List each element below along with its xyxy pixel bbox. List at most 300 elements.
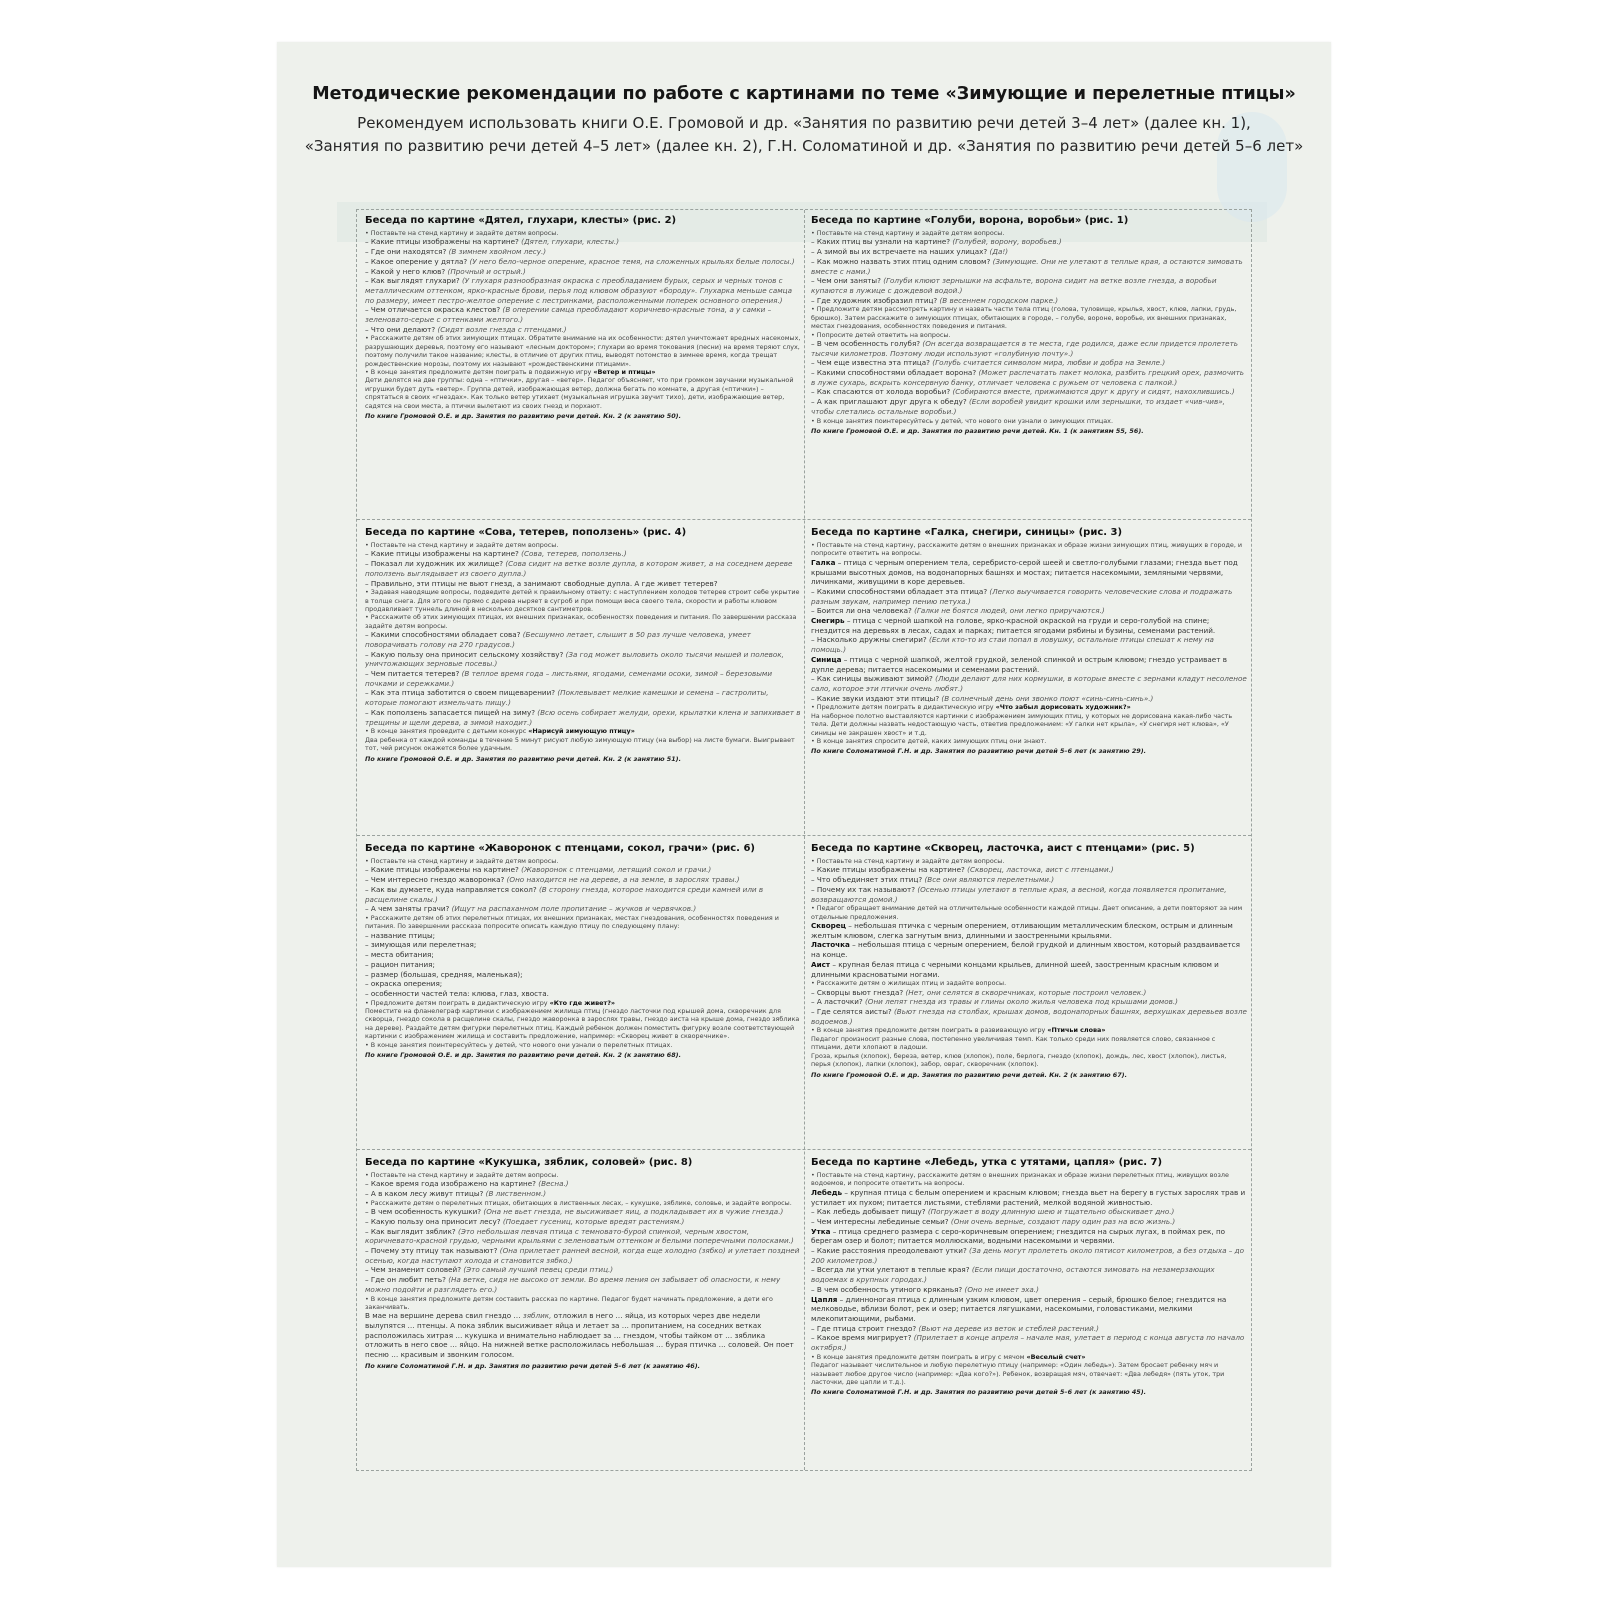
lesson-body bbox=[365, 541, 802, 753]
lesson-body bbox=[365, 857, 802, 1049]
lesson-title: Беседа по картине «Сова, тетерев, поползень» (рис. 4) bbox=[365, 527, 687, 538]
line-text: – размер (большая, средняя, маленькая); bbox=[365, 969, 523, 979]
line-bold-text: Цапля bbox=[811, 1294, 838, 1304]
line-bold-text: Ласточка bbox=[811, 940, 850, 950]
line-answer-text: (Она прилетает ранней весной, когда еще холодно (зябко) и улетает поздней осенью, когда наступают холода и становится зябко.) bbox=[365, 1246, 800, 1265]
lesson-source: По книге Громовой О.Е. и др. Занятия по развитию речи детей. Кн. 2 (к занятию 51). bbox=[365, 754, 682, 763]
line-answer-text: (Если пищи достаточно, остаются зимовать на незамерзающих водоемах в крупных городах.) bbox=[811, 1265, 1215, 1285]
line-bold-text: «Кто где живет?» bbox=[549, 998, 616, 1007]
line-answer-text: (Прилетает в конце апреля – начале мая, улетает в период с конца августа по начало октября.) bbox=[811, 1333, 1245, 1353]
line-answer-text: (За день могут пролететь около пятисот километров, а без отдыха – до 200 километров.) bbox=[811, 1246, 1245, 1265]
lesson-line bbox=[811, 358, 1248, 368]
line-text: Педагог называет числительное и любую перелетную птицу (например: «Один лебедь»). Затем бросает ребенку мяч и называет любое другое число (например: «Два кого?»). Ребенок, возвращая мяч, отвечает: «Два лебедя» (пять уток, три ласточки, две цапли и т.д.). bbox=[811, 1361, 1225, 1386]
lesson-line bbox=[811, 616, 1248, 635]
line-text: Педагог произносит разные слова, постепенно увеличивая темп. Как только среди них появляется слово, связанное с птицами, дети хлопают в ладоши. bbox=[811, 1034, 1216, 1052]
line-answer-text: (Если кто-то из стаи попал в ловушку, остальные птицы спешат к нему на помощь.) bbox=[811, 635, 1214, 655]
line-text: – название птицы; bbox=[365, 930, 436, 940]
line-text: – Как выглядят глухари? bbox=[365, 276, 462, 286]
line-text: – Почему эту птицу так называют? bbox=[365, 1246, 500, 1256]
line-text: – Какие звуки издают эти птицы? bbox=[811, 693, 942, 703]
lesson-line bbox=[365, 334, 802, 368]
lesson-title: Беседа по картине «Голуби, ворона, воробьи» (рис. 1) bbox=[811, 215, 1129, 226]
line-answer-text: (В солнечный день они звонко поют «синь-синь-синь».) bbox=[941, 693, 1154, 703]
lesson-line bbox=[365, 979, 802, 989]
lesson-line bbox=[811, 885, 1248, 904]
lesson-line bbox=[811, 247, 1248, 257]
line-text: • Поставьте на стенд картину и задайте детям вопросы. bbox=[365, 1171, 559, 1179]
line-rest-text: – небольшая птичка с черным оперением, отливающим металлическим блеском, острым и длинным желтым клювом, слегка загнутым вниз, длинными и заостренными крыльями. bbox=[811, 921, 1233, 940]
lesson-line bbox=[811, 960, 1248, 979]
lesson-line bbox=[811, 1265, 1248, 1284]
line-answer-text: (Она не вьет гнезда, не высиживает яиц, а подкладывает их в чужие гнезда.) bbox=[483, 1207, 784, 1217]
line-answer-text: (Люди делают для них кормушки, в которые вместе с зернами кладут несоленое сало, которое эти птички очень любят.) bbox=[811, 674, 1247, 693]
grid-divider-row-1 bbox=[357, 519, 1251, 520]
line-answer-text: (Он всегда возвращается в те места, где родился, даже если придется пролететь тысячи километров. Поэтому люди используют «голубиную почту».) bbox=[811, 338, 1239, 358]
line-text: – Почему их так называют? bbox=[811, 884, 918, 894]
lesson-line bbox=[365, 669, 802, 688]
line-text: • Расскажите детям об этих зимующих птицах. Обратите внимание на их особенности: дятел уничтожает вредных насекомых, разрушающих деревья, поэтому его называют «лесным доктором»; глухари во время токования (песни) на время теряют слух, поэтому получили такое название; клесты, в отличие от других птиц, выводят потомство в зимнее время, когда трещат рождественские морозы, поэтому их называют «рождественскими птицами». bbox=[365, 334, 801, 368]
lesson-title: Беседа по картине «Скворец, ласточка, аист с птенцами» (рис. 5) bbox=[811, 843, 1195, 854]
line-text: – В чем особенность кукушки? bbox=[365, 1207, 484, 1217]
lesson-line bbox=[365, 588, 802, 613]
lesson-line bbox=[365, 247, 802, 257]
line-rest-text: – птица с черной шапкой, желтой грудкой, зеленой спинкой и острым клювом; гнездо устраивает в дупле дерева; питается насекомыми и семенами растений. bbox=[811, 654, 1227, 674]
lesson-card-owl bbox=[365, 527, 802, 831]
line-text: – А чем заняты грачи? bbox=[365, 904, 452, 914]
line-bold-text: Лебедь bbox=[811, 1187, 843, 1197]
line-bold-text: «Нарисуй зимующую птицу» bbox=[528, 727, 635, 736]
line-bold-text: «Птичьи слова» bbox=[1047, 1026, 1106, 1035]
line-text: • Поставьте на стенд картину, расскажите детям о внешних признаках и образе жизни зимующих птиц, живущих в городе, и попросите ответить на вопросы. bbox=[811, 541, 1243, 558]
lesson-line bbox=[811, 587, 1248, 606]
line-answer-text: (В оперении самца преобладают коричнево-красные тона, а у самки – зеленовато-серые с оттенками желтого.) bbox=[365, 305, 772, 325]
line-rest-text: отложил в него … яйца, из которых через две недели вылупятся … птенцы. А пока зяблик высиживает яйца и летает за … пропитанием, на соседних ветках расположилась хитрая … кукушка и внимательно наблюдает за … гнездом, чтобы тайком от … зяблика отложить в него свое … яйцо. На нижней ветке расположилась небольшая … бурая птичка … соловей. Он поет песню … красивым и звонким голосом. bbox=[365, 1311, 794, 1360]
line-answer-text: (Поклевывает мелкие камешки и семена – гастролиты, которые помогают измельчать пищу.) bbox=[365, 688, 769, 708]
lesson-line bbox=[365, 1275, 802, 1294]
line-text: • Поставьте на стенд картину и задайте детям вопросы. bbox=[365, 857, 559, 865]
line-text: – Каких птиц вы узнали на картине? bbox=[811, 237, 953, 247]
lesson-title: Беседа по картине «Дятел, глухари, клесты» (рис. 2) bbox=[365, 215, 677, 226]
line-answer-text: (В сторону гнезда, которое находится среди камней или в расщелине скалы.) bbox=[365, 884, 764, 904]
line-text: • Поставьте на стенд картину и задайте детям вопросы. bbox=[365, 541, 559, 549]
lesson-line bbox=[811, 635, 1248, 654]
line-answer-text: (В весеннем городском парке.) bbox=[939, 295, 1059, 305]
line-text: – А в каком лесу живут птицы? bbox=[365, 1189, 486, 1199]
line-text: • Предложите детям поиграть в дидактическую игру bbox=[365, 998, 550, 1007]
line-text: – Всегда ли утки улетают в теплые края? bbox=[811, 1265, 972, 1275]
lesson-line bbox=[811, 979, 1248, 987]
line-answer-text: (Сова сидит на ветке возле дупла, в котором живет, а на соседнем дереве поползень выглядывает из своего дупла.) bbox=[365, 559, 793, 578]
lesson-line bbox=[811, 541, 1248, 558]
lesson-line bbox=[811, 1052, 1248, 1069]
lesson-line bbox=[365, 727, 802, 735]
line-text: • В конце занятия поинтересуйтесь у детей, что нового они узнали о перелетных птицах. bbox=[365, 1040, 673, 1049]
line-rest-text: – птица среднего размера с серо-коричневым оперением; гнездится на сырых лугах, в поймах рек, по берегам озер и болот; питается моллюсками, водными насекомыми и червями. bbox=[811, 1226, 1226, 1246]
lesson-line bbox=[365, 1311, 802, 1360]
lesson-line bbox=[365, 630, 802, 649]
lesson-line bbox=[811, 257, 1248, 276]
line-text: • В конце занятия предложите детям поиграть в развивающую игру bbox=[811, 1026, 1048, 1035]
line-text: – Чем знаменит соловей? bbox=[365, 1265, 464, 1275]
lesson-card-pigeons bbox=[811, 215, 1248, 515]
line-text: – зимующая или перелетная; bbox=[365, 940, 477, 950]
line-answer-text: (Поедает гусениц, которые вредят растениям.) bbox=[502, 1216, 685, 1226]
lesson-line bbox=[365, 376, 802, 410]
lesson-line bbox=[811, 296, 1248, 306]
line-answer-text: (У него бело-черное оперение, красное темя, на сложенных крыльях белые полосы.) bbox=[469, 256, 795, 266]
line-answer-text: (Голуби клюют зернышки на асфальте, ворона сидит на ветке возле гнезда, а воробьи купаются в лужице с дождевой водой.) bbox=[811, 276, 1217, 295]
line-answer-text: (На ветке, сидя не высоко от земли. Во время пения он забывает об опасности, к нему можно подойти и разглядеть его.) bbox=[365, 1275, 781, 1294]
lesson-body bbox=[811, 857, 1248, 1069]
lesson-card-jackdaw bbox=[811, 527, 1248, 831]
line-text: • Педагог обращает внимание детей на отличительные особенности каждой птицы. Дает описание, а дети повторяют за ним отдельные предложения. bbox=[811, 904, 1243, 921]
line-text: – Какими способностями обладает эта птица? bbox=[811, 586, 990, 596]
line-answer-text: (Вьют гнезда на столбах, крышах домов, водонапорных башнях, верхушках деревьев возле водоемов.) bbox=[811, 1007, 1247, 1026]
line-answer-text: (В зимнем хвойном лесу.) bbox=[448, 247, 547, 257]
line-text: – Какие птицы изображены на картине? bbox=[365, 549, 522, 559]
lesson-line bbox=[811, 857, 1248, 865]
line-text: • В конце занятия поинтересуйтесь у детей, что нового они узнали о зимующих птицах. bbox=[811, 416, 1113, 425]
line-text: • В конце занятия проведите с детьми конкурс bbox=[365, 727, 529, 736]
lesson-line bbox=[365, 1265, 802, 1275]
line-bold-text: Скворец bbox=[811, 921, 846, 931]
lesson-line bbox=[811, 1035, 1248, 1052]
line-text: – окраска оперения; bbox=[365, 979, 443, 989]
lesson-body bbox=[365, 229, 802, 410]
line-answer-text: (Сова, тетерев, поползень.) bbox=[521, 549, 627, 559]
line-text: • Поставьте на стенд картину и задайте детям вопросы. bbox=[365, 229, 559, 237]
lesson-line bbox=[811, 1361, 1248, 1386]
lesson-card-lark bbox=[365, 843, 802, 1145]
lesson-line bbox=[811, 875, 1248, 885]
lesson-body bbox=[811, 229, 1248, 425]
line-answer-text: (Скворец, ласточка, аист с птенцами.) bbox=[967, 865, 1114, 875]
lesson-source: По книге Громовой О.Е. и др. Занятия по развитию речи детей. Кн. 2 (к занятию 67). bbox=[811, 1070, 1128, 1079]
lesson-grid bbox=[356, 209, 1252, 1471]
lesson-line bbox=[811, 1227, 1248, 1246]
line-answer-text: (Бесшумно летает, слышит в 50 раз лучше человека, умеет поворачивать голову на 270 градусов.) bbox=[365, 630, 751, 649]
lesson-line bbox=[365, 1007, 802, 1041]
line-text: • Поставьте на стенд картину, расскажите детям о внешних признаках и образе жизни перелетных птиц, живущих возле водоемов, и попросите ответить на вопросы. bbox=[811, 1171, 1229, 1188]
line-text: Два ребенка от каждой команды в течение 5 минут рисуют любую зимующую птицу (на выбор) на листе бумаги. Выигрывает тот, чей рисунок окажется более удачным. bbox=[365, 735, 795, 753]
lesson-line bbox=[365, 579, 802, 589]
line-text: – Где они находятся? bbox=[365, 247, 449, 257]
lesson-source: По книге Соломатиной Г.Н. и др. Занятия по развитию речи детей 5–6 лет (к занятию 46). bbox=[365, 1361, 701, 1370]
lesson-line bbox=[811, 1353, 1248, 1361]
line-text: – Какую пользу она приносит лесу? bbox=[365, 1216, 503, 1226]
line-answer-text: (Оно находится не на дереве, а на земле, в зарослях травы.) bbox=[506, 875, 740, 885]
line-text: Поместите на фланелеграф картинки с изображением жилища птиц (гнездо ласточки под крышей дома, скворечник для скворца, гнездо сокола в расщелине скалы, гнездо жаворонка в зарослях травы, гнездо аиста на крыше дома, гнездо зяблика на дереве). Раздайте детям фигурки перелетных птиц. Каждый ребенок должен поместить фигурку возле соответствующей картинки с изображением жилища и составить предложение, например: «Скворец живет в скворечнике». bbox=[365, 1007, 800, 1041]
lesson-line bbox=[365, 914, 802, 931]
lesson-line bbox=[811, 1217, 1248, 1227]
lesson-line bbox=[365, 257, 802, 267]
line-answer-text: (Это самый лучший певец среди птиц.) bbox=[463, 1265, 614, 1275]
lesson-line bbox=[811, 387, 1248, 397]
line-bold-text: Снегирь bbox=[811, 616, 845, 626]
line-answer-text: (У глухаря разнообразная окраска с преобладанием бурых, серых и черных тонов с металлическим оттенком, ярко-красные брови, перья под клювом образуют «бороду». Глухарка меньше самца по размеру, имеет пестро-желтое оперение с пестринками, расположенными поперек основного оперения.) bbox=[365, 276, 792, 305]
lesson-line bbox=[365, 1199, 802, 1207]
line-answer-text: (Галки не боятся людей, они легко приручаются.) bbox=[914, 606, 1105, 616]
line-text: • Поставьте на стенд картину и задайте детям вопросы. bbox=[811, 857, 1005, 865]
lesson-line bbox=[811, 1295, 1248, 1324]
lesson-line bbox=[365, 940, 802, 950]
line-text: – Какое время мигрирует? bbox=[811, 1333, 914, 1343]
line-text: • В конце занятия спросите детей, каких зимующих птиц они знают. bbox=[811, 736, 1047, 745]
lesson-line bbox=[365, 857, 802, 865]
lesson-title: Беседа по картине «Лебедь, утка с утятами, цапля» (рис. 7) bbox=[811, 1157, 1163, 1168]
lesson-line bbox=[811, 1188, 1248, 1207]
lesson-card-woodpecker bbox=[365, 215, 802, 515]
lesson-line bbox=[365, 1207, 802, 1217]
line-rest-text: – небольшая птица с черным оперением, белой грудкой и длинным хвостом, который раздваивается на конце. bbox=[811, 940, 1240, 960]
line-answer-text: зяблик, bbox=[522, 1311, 552, 1321]
line-text: – рацион питания; bbox=[365, 959, 435, 969]
line-answer-text: (За год может выловить около тысячи мышей и полевок, уничтожающих зерновые посевы.) bbox=[365, 649, 784, 669]
line-answer-text: (Нет, они селятся в скворечниках, которые построил человек.) bbox=[905, 987, 1147, 997]
line-text: – Как вы думаете, куда направляется сокол? bbox=[365, 884, 539, 894]
line-answer-text: (Они очень верные, создают пару один раз на всю жизнь.) bbox=[950, 1216, 1176, 1226]
line-answer-text: (Это небольшая певчая птица с темновато-бурой спинкой, черным хвостом, коричневато-красной грудью, черными крыльями с зеленоватым оттенком и белыми поперечными полосками.) bbox=[365, 1226, 794, 1246]
lesson-line bbox=[811, 1007, 1248, 1026]
lesson-line bbox=[365, 1041, 802, 1049]
line-text: • Расскажите детям об этих перелетных птицах, их внешних признаках, местах гнездования, особенностях поведения и питания. По завершении рассказа попросите описать каждую птицу по следующему плану: bbox=[365, 913, 779, 931]
lesson-line bbox=[365, 970, 802, 980]
line-text: Дети делятся на две группы: одна – «птички», другая – «ветер». Педагог объясняет, что при громком звучании музыкальной игрушки будет дуть «ветер». Группа детей, изображающая ветер, должна бегать по комнате, а другая («птички») – спрятаться в своих «гнездах». Как только ветер утихает (музыкальная игрушка звучит тихо), дети, изображающие ветер, садятся на свои места, а птички вылетают из своих гнезд и порхают. bbox=[365, 376, 794, 410]
line-text: • В конце занятия предложите детям поиграть в игру с мячом bbox=[811, 1352, 1027, 1361]
line-text: – Как выглядит зяблик? bbox=[365, 1226, 459, 1236]
lesson-line bbox=[811, 674, 1248, 693]
line-text: – Боится ли она человека? bbox=[811, 606, 915, 616]
line-text: – В чем особенность утиного кряканья? bbox=[811, 1284, 965, 1294]
line-answer-text: (Погружает в воду длинную шею и тщательно обыскивает дно.) bbox=[927, 1207, 1175, 1217]
line-text: – Где он любит петь? bbox=[365, 1275, 449, 1285]
lesson-line bbox=[365, 305, 802, 324]
line-rest-text: – длинноногая птица с длинным узким клювом, цвет оперения – серый, брюшко белое; гнездится на мелководье, вблизи болот, рек и озер; питается лягушками, насекомыми, головастиками, мелкими млекопитающими, рыбами. bbox=[811, 1294, 1227, 1323]
lesson-line bbox=[811, 940, 1248, 959]
line-answer-text: (Да!) bbox=[989, 247, 1009, 257]
line-text: – Какими способностями обладает сова? bbox=[365, 630, 523, 640]
lesson-card-cuckoo bbox=[365, 1157, 802, 1465]
line-answer-text: (Все они являются перелетными.) bbox=[924, 875, 1055, 885]
lesson-line bbox=[811, 1207, 1248, 1217]
line-bold-text: Синица bbox=[811, 654, 842, 664]
lesson-source: По книге Громовой О.Е. и др. Занятия по развитию речи детей. Кн. 2 (к занятию 68). bbox=[365, 1051, 682, 1060]
lesson-line bbox=[811, 1333, 1248, 1352]
lesson-line bbox=[365, 559, 802, 578]
line-rest-text: – птица с черной шапкой на голове, ярко-красной окраской на груди и серо-голубой на спине; гнездится на деревьях в лесах, садах и парках; питается ягодами рябины и бузины, семенами растений. bbox=[811, 616, 1216, 635]
lesson-line bbox=[365, 989, 802, 999]
lesson-line bbox=[365, 229, 802, 237]
lesson-line bbox=[811, 1285, 1248, 1295]
lesson-line bbox=[811, 1324, 1248, 1334]
lesson-line bbox=[811, 305, 1248, 330]
line-answer-text: (Может распечатать пакет молока, разбить грецкий орех, размочить в луже сухарь, вскрыть консервную банку, отличает человека с ружьем от человека с палкой.) bbox=[811, 368, 1245, 387]
line-text: – Правильно, эти птицы не вьют гнезд, а занимают свободные дупла. А где живет тетерев? bbox=[365, 578, 718, 588]
line-text: – Какие птицы изображены на картине? bbox=[365, 237, 522, 247]
lesson-line bbox=[365, 904, 802, 914]
lesson-line bbox=[811, 397, 1248, 416]
line-answer-text: (Прочный и острый.) bbox=[447, 266, 526, 276]
lesson-line bbox=[811, 331, 1248, 339]
subtitle-line-2: «Занятия по развитию речи детей 4–5 лет» (далее кн. 2), Г.Н. Соломатиной и др. «Занятия по развитию речи детей 5–6 лет» bbox=[304, 137, 1304, 155]
line-text: – Что они делают? bbox=[365, 324, 438, 334]
lesson-line bbox=[811, 1246, 1248, 1265]
lesson-line bbox=[811, 694, 1248, 704]
line-text: В мае на вершине дерева свил гнездо … bbox=[365, 1311, 523, 1321]
line-text: – В чем особенность голубя? bbox=[811, 338, 923, 348]
line-answer-text: (В лиственном.) bbox=[485, 1189, 547, 1199]
line-answer-text: (Голубь считается символом мира, любви и добра на Земле.) bbox=[932, 358, 1166, 368]
lesson-line bbox=[365, 267, 802, 277]
lesson-line bbox=[365, 613, 802, 630]
lesson-line bbox=[365, 325, 802, 335]
lesson-line bbox=[811, 606, 1248, 616]
lesson-line bbox=[365, 1217, 802, 1227]
line-answer-text: (Оно не имеет эха.) bbox=[964, 1284, 1039, 1294]
line-text: – Как поползень запасается пищей на зиму? bbox=[365, 707, 538, 717]
line-text: • Предложите детям поиграть в дидактическую игру bbox=[811, 703, 996, 712]
line-text: – А ласточки? bbox=[811, 997, 865, 1007]
lesson-line bbox=[365, 650, 802, 669]
lesson-line bbox=[365, 549, 802, 559]
lesson-line bbox=[365, 1246, 802, 1265]
document-sheet bbox=[277, 42, 1331, 1567]
lesson-line bbox=[365, 865, 802, 875]
line-bold-text: Аист bbox=[811, 959, 831, 969]
line-text: – Где птица строит гнездо? bbox=[811, 1323, 919, 1333]
line-text: • Расскажите детям о перелетных птицах, обитающих в лиственных лесах, – кукушке, зяблике, соловье, и задайте вопросы. bbox=[365, 1198, 792, 1207]
line-text: • Предложите детям рассмотреть картину и назвать части тела птиц (голова, туловище, крылья, хвост, клюв, лапки, грудь, брюшко). Затем расскажите о зимующих птицах, обитающих в городе, – голубе, вороне, воробье, их внешних признаках, местах гнездования, особенностях поведения и питания. bbox=[811, 305, 1237, 331]
lesson-line bbox=[365, 1179, 802, 1189]
lesson-title: Беседа по картине «Галка, снегири, синицы» (рис. 3) bbox=[811, 527, 1123, 538]
line-answer-text: (Если воробей увидит крошки или зернышки, то издает «чив-чив», чтобы слетались остальные воробьи.) bbox=[811, 397, 1225, 416]
line-text: – Чем еще известна эта птица? bbox=[811, 358, 933, 368]
line-text: • В конце занятия предложите детям составить рассказ по картине. Педагог будет начинать предложение, а дети его заканчивать. bbox=[365, 1294, 773, 1311]
line-answer-text: (Вьют на дереве из веток и стеблей растений.) bbox=[918, 1323, 1099, 1333]
line-rest-text: – птица с черным оперением тела, серебристо-серой шеей и светло-голубыми глазами; гнезда вьет под крышами высотных домов, на водонапорных башнях и мостах; питается насекомыми, земляными червями, личинками, живущими в коре деревьев. bbox=[811, 557, 1238, 587]
lesson-line bbox=[365, 950, 802, 960]
line-answer-text: (Весна.) bbox=[538, 1179, 569, 1189]
line-answer-text: (Осенью птицы улетают в теплые края, а весной, когда появляется пропитание, возвращаются домой.) bbox=[811, 884, 1227, 904]
line-text: • Задавая наводящие вопросы, подведите детей к правильному ответу: с наступлением холодов тетерев строит себе укрытие в толще снега. Для этого он прямо с дерева ныряет в сугроб и при помощи веса своего тела, скорости и работы клювом продавливает туннель длиной в несколько десятков сантиметров. bbox=[365, 588, 800, 614]
line-text: – особенности частей тела: клюва, глаз, хвоста. bbox=[365, 988, 549, 998]
line-answer-text: (Собираются вместе, прижимаются друг к другу и сидят, нахохлившись.) bbox=[952, 387, 1235, 397]
lesson-body bbox=[365, 1171, 802, 1360]
line-text: – Какими способностями обладает ворона? bbox=[811, 368, 979, 378]
line-bold-text: «Ветер и птицы» bbox=[593, 368, 656, 377]
lesson-source: По книге Соломатиной Г.Н. и др. Занятия по развитию речи детей 5–6 лет (к занятию 45). bbox=[811, 1388, 1147, 1397]
grid-divider-row-2 bbox=[357, 835, 1251, 836]
line-text: – Где художник изобразил птиц? bbox=[811, 295, 940, 305]
line-text: – Чем питается тетерев? bbox=[365, 669, 462, 679]
lesson-line bbox=[811, 1171, 1248, 1188]
lesson-line bbox=[365, 999, 802, 1007]
line-text: – Какое время года изображено на картине? bbox=[365, 1179, 539, 1189]
lesson-line bbox=[365, 368, 802, 376]
line-text: – места обитания; bbox=[365, 950, 434, 960]
line-text: – Как синицы выживают зимой? bbox=[811, 674, 936, 684]
line-answer-text: (Голубей, ворону, воробьев.) bbox=[952, 237, 1062, 247]
lesson-title: Беседа по картине «Жаворонок с птенцами, сокол, грачи» (рис. 6) bbox=[365, 843, 755, 854]
grid-divider-vertical bbox=[804, 210, 805, 1470]
line-rest-text: – крупная белая птица с черными концами крыльев, длинной шеей, заостренным красным клювом и длинными красноватыми ногами. bbox=[811, 959, 1219, 979]
lesson-line bbox=[365, 708, 802, 727]
lesson-source: По книге Громовой О.Е. и др. Занятия по развитию речи детей. Кн. 2 (к занятию 50). bbox=[365, 412, 682, 421]
lesson-line bbox=[811, 1026, 1248, 1034]
line-bold-text: Галка bbox=[811, 557, 836, 567]
line-text: • Попросите детей ответить на вопросы. bbox=[811, 330, 951, 339]
lesson-line bbox=[811, 655, 1248, 674]
lesson-line bbox=[811, 276, 1248, 295]
line-answer-text: (Зимующие. Они не улетают в теплые края, а остаются зимовать вместе с нами.) bbox=[811, 256, 1243, 276]
lesson-line bbox=[811, 417, 1248, 425]
line-text: • Поставьте на стенд картину и задайте детям вопросы. bbox=[811, 229, 1005, 237]
lesson-line bbox=[811, 737, 1248, 745]
line-text: – Что объединяет этих птиц? bbox=[811, 875, 925, 885]
line-text: – Где селятся аисты? bbox=[811, 1007, 894, 1017]
line-text: – Чем интересны лебединые семьи? bbox=[811, 1216, 951, 1226]
lesson-source: По книге Громовой О.Е. и др. Занятия по развитию речи детей. Кн. 1 (к занятиям 55, 56). bbox=[811, 426, 1144, 435]
line-text: – Какие птицы изображены на картине? bbox=[811, 865, 968, 875]
line-answer-text: (Всю осень собирает желуди, орехи, крылатки клена и запихивает в трещины и щели дерева, а зимой находит.) bbox=[365, 707, 801, 727]
line-bold-text: Утка bbox=[811, 1226, 831, 1236]
lesson-line bbox=[365, 960, 802, 970]
lesson-title: Беседа по картине «Кукушка, зяблик, соловей» (рис. 8) bbox=[365, 1157, 693, 1168]
lesson-line bbox=[811, 712, 1248, 737]
line-text: На наборное полотно выставляются картинки с изображением зимующих птиц, у которых не дорисована какая-либо часть тела. Дети должны назвать недостающую часть, ответив предложением: «У галки нет крыла», «У снегиря нет клюва», «У синицы не закрашен хвост» и т.д. bbox=[811, 711, 1233, 737]
lesson-line bbox=[811, 703, 1248, 711]
lesson-line bbox=[811, 237, 1248, 247]
line-text: – Показал ли художник их жилище? bbox=[365, 559, 506, 569]
line-text: • Расскажите детям о жилищах птиц и задайте вопросы. bbox=[811, 979, 1007, 988]
line-answer-text: (Они лепят гнезда из травы и глины около жилья человека под крышами домов.) bbox=[864, 997, 1178, 1007]
lesson-body bbox=[811, 1171, 1248, 1386]
line-answer-text: (В теплое время года – листьями, ягодами, семенами осоки, зимой – березовыми почками и сережками.) bbox=[365, 669, 772, 688]
line-text: – А как приглашают друг друга к обеду? bbox=[811, 397, 969, 407]
lesson-line bbox=[365, 875, 802, 885]
line-bold-text: «Что забыл дорисовать художник?» bbox=[995, 703, 1131, 712]
line-answer-text: (Ищут на распаханном поле пропитание – жучков и червячков.) bbox=[451, 904, 697, 914]
lesson-line bbox=[365, 1295, 802, 1312]
lesson-line bbox=[811, 988, 1248, 998]
subtitle-line-1: Рекомендуем использовать книги О.Е. Громовой и др. «Занятия по развитию речи детей 3–4 лет» (далее кн. 1), bbox=[357, 114, 1251, 132]
lesson-line bbox=[365, 688, 802, 707]
line-text: – Скворцы вьют гнезда? bbox=[811, 987, 906, 997]
lesson-line bbox=[365, 885, 802, 904]
lesson-line bbox=[811, 865, 1248, 875]
lesson-line bbox=[365, 1227, 802, 1246]
lesson-line bbox=[365, 1189, 802, 1199]
lesson-line bbox=[811, 229, 1248, 237]
lesson-line bbox=[365, 276, 802, 305]
line-text: – Чем отличается окраска клестов? bbox=[365, 305, 503, 315]
lesson-line bbox=[811, 904, 1248, 921]
line-answer-text: (Сидят возле гнезда с птенцами.) bbox=[437, 324, 567, 334]
grid-divider-row-3 bbox=[357, 1149, 1251, 1150]
page-title: Методические рекомендации по работе с картинами по теме «Зимующие и перелетные птицы» bbox=[312, 84, 1296, 104]
line-text: – А зимой вы их встречаете на наших улицах? bbox=[811, 247, 990, 257]
lesson-card-swan bbox=[811, 1157, 1248, 1465]
line-text: – Какие птицы изображены на картине? bbox=[365, 865, 522, 875]
line-text: Гроза, крылья (хлопок), береза, ветер, клюв (хлопок), поле, берлога, гнездо (хлопок), дождь, лес, хвост (хлопок), листья, перья (хлопок), лапки (хлопок), забор, овраг, скворечник (хлопок). bbox=[811, 1051, 1227, 1069]
lesson-line bbox=[365, 1171, 802, 1179]
lesson-line bbox=[811, 368, 1248, 387]
line-text: – Как эта птица заботится о своем пищеварении? bbox=[365, 688, 558, 698]
lesson-line bbox=[365, 541, 802, 549]
line-text: – Как лебедь добывает пищу? bbox=[811, 1207, 928, 1217]
line-text: – Чем они заняты? bbox=[811, 276, 884, 286]
lesson-source: По книге Соломатиной Г.Н. и др. Занятия по развитию речи детей 5–6 лет (к занятию 29). bbox=[811, 747, 1147, 756]
